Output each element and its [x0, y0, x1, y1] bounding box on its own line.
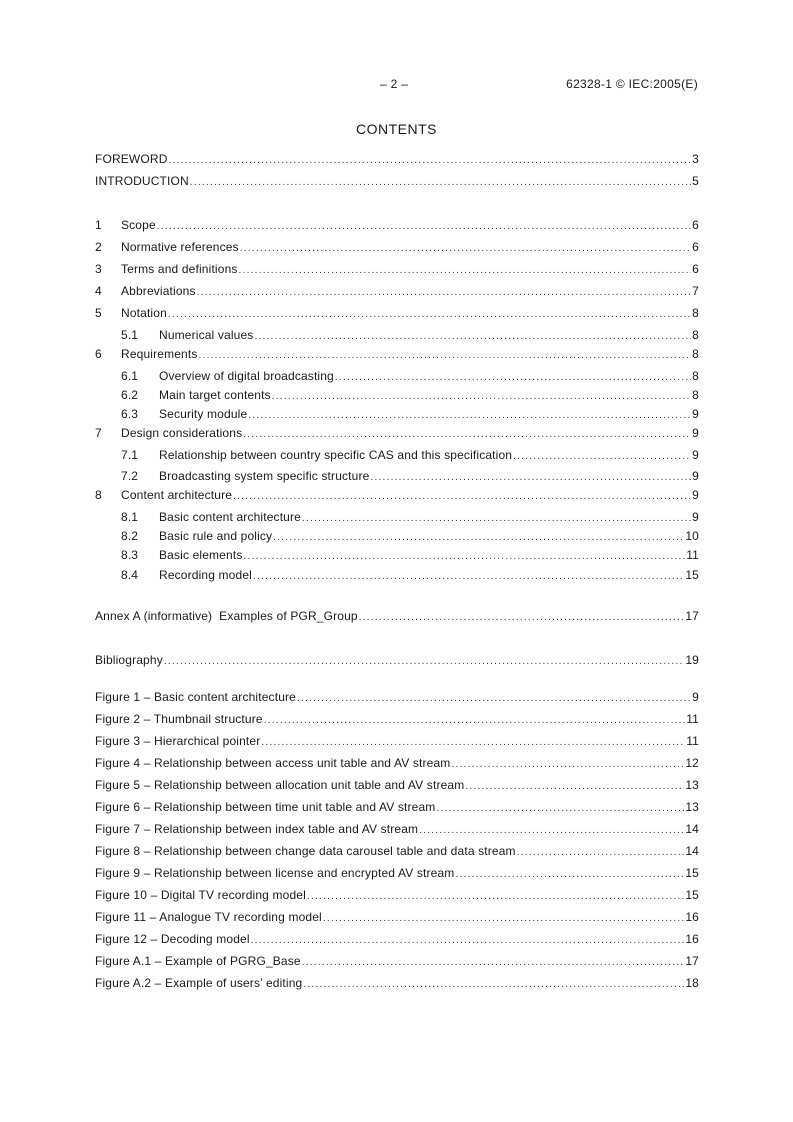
dot-leader	[251, 933, 685, 949]
toc-entry-number: 5	[95, 306, 102, 320]
toc-entry-label: Figure 11 – Analogue TV recording model	[95, 910, 322, 924]
toc-entry-page: 9	[692, 488, 699, 502]
toc-entry-page: 15	[685, 866, 699, 880]
toc-entry-clause[interactable]	[95, 346, 699, 362]
toc-entry-number: 5.1	[121, 328, 139, 342]
toc-entry-page: 15	[685, 888, 699, 902]
toc-entry-clause[interactable]	[95, 283, 699, 299]
dot-leader	[197, 285, 692, 301]
dot-leader	[264, 713, 686, 729]
toc-entry-subclause[interactable]	[95, 447, 699, 463]
page-title: CONTENTS	[356, 121, 437, 137]
toc-entry-figure[interactable]	[95, 975, 699, 991]
dot-leader	[297, 691, 691, 707]
dot-leader	[239, 263, 692, 279]
toc-entry-page: 8	[692, 369, 699, 383]
toc-entry-label: Abbreviations	[121, 284, 196, 298]
toc-entry-label: Numerical values	[159, 328, 254, 342]
toc-entry-page: 11	[686, 734, 699, 748]
toc-entry-page: 3	[692, 152, 699, 166]
dot-leader	[323, 911, 684, 927]
toc-entry-page: 8	[692, 347, 699, 361]
toc-entry-label: Overview of digital broadcasting	[159, 369, 334, 383]
toc-entry-label: Figure 12 – Decoding model	[95, 932, 250, 946]
toc-entry-label: Figure 3 – Hierarchical pointer	[95, 734, 261, 748]
dot-leader	[359, 610, 685, 626]
toc-entry-number: 2	[95, 240, 102, 254]
toc-entry-number: 8	[95, 488, 102, 502]
dot-leader	[303, 977, 684, 993]
toc-entry-page: 14	[685, 822, 699, 836]
toc-entry-page: 10	[685, 529, 699, 543]
toc-entry-figure[interactable]	[95, 799, 699, 815]
toc-entry-label: Figure 10 – Digital TV recording model	[95, 888, 306, 902]
dot-leader	[451, 757, 684, 773]
toc-entry-annex[interactable]	[95, 608, 699, 624]
header-document-id: 62328-1 © IEC:2005(E)	[566, 77, 698, 91]
toc-entry-label: Content architecture	[121, 488, 233, 502]
toc-entry-figure[interactable]	[95, 689, 699, 705]
toc-entry-figure[interactable]	[95, 821, 699, 837]
toc-entry-number: 3	[95, 262, 102, 276]
toc-entry-label: Bibliography	[95, 653, 163, 667]
toc-entry-number: 7.2	[121, 469, 139, 483]
toc-entry-page: 16	[685, 932, 699, 946]
toc-entry-page: 14	[685, 844, 699, 858]
toc-entry-label: Basic elements	[159, 548, 243, 562]
toc-entry-page: 9	[692, 469, 699, 483]
toc-entry-label: Terms and definitions	[121, 262, 238, 276]
toc-entry-figure[interactable]	[95, 755, 699, 771]
toc-entry-page: 8	[692, 388, 699, 402]
toc-entry-label: Requirements	[121, 347, 198, 361]
toc-entry-figure[interactable]	[95, 777, 699, 793]
toc-entry-number: 8.1	[121, 510, 139, 524]
dot-leader	[243, 549, 685, 565]
toc-entry-number: 4	[95, 284, 102, 298]
dot-leader	[302, 955, 685, 971]
toc-entry-figure[interactable]	[95, 909, 699, 925]
toc-entry-page: 19	[685, 653, 699, 667]
toc-entry-figure[interactable]	[95, 887, 699, 903]
toc-entry-label: Security module	[159, 407, 248, 421]
toc-entry-subclause[interactable]	[95, 547, 699, 563]
toc-entry-label: Scope	[121, 218, 156, 232]
dot-leader	[513, 449, 691, 465]
toc-entry-page: 9	[692, 690, 699, 704]
toc-entry-label: INTRODUCTION	[95, 174, 189, 188]
toc-entry-page: 11	[686, 712, 699, 726]
toc-entry-figure[interactable]	[95, 711, 699, 727]
toc-entry-page: 15	[685, 568, 699, 582]
toc-entry-page: 8	[692, 328, 699, 342]
toc-entry-page: 13	[685, 778, 699, 792]
toc-entry-number: 8.4	[121, 568, 139, 582]
toc-entry-subclause[interactable]	[95, 567, 699, 583]
dot-leader	[248, 408, 691, 424]
toc-entry-label: Basic rule and policy	[159, 529, 273, 543]
dot-leader	[240, 241, 691, 257]
dot-leader	[199, 348, 692, 364]
toc-entry-subclause[interactable]	[95, 368, 699, 384]
toc-entry-label: Normative references	[121, 240, 239, 254]
toc-entry-subclause[interactable]	[95, 387, 699, 403]
toc-entry-page: 6	[692, 240, 699, 254]
dot-leader	[168, 307, 691, 323]
toc-entry-label: Figure A.2 – Example of users’ editing	[95, 976, 303, 990]
toc-entry-page: 9	[692, 448, 699, 462]
toc-entry-clause[interactable]	[95, 487, 699, 503]
toc-entry-page: 6	[692, 262, 699, 276]
dot-leader	[243, 427, 691, 443]
toc-entry-foreword[interactable]	[95, 151, 699, 167]
toc-entry-bibliography[interactable]	[95, 652, 699, 668]
toc-entry-label: Figure 5 – Relationship between allocation unit table and AV stream	[95, 778, 465, 792]
toc-entry-introduction[interactable]	[95, 173, 699, 189]
toc-entry-page: 13	[685, 800, 699, 814]
toc-entry-page: 7	[692, 284, 699, 298]
header-page-number: – 2 –	[380, 77, 409, 91]
toc-entry-label: Broadcasting system specific structure	[159, 469, 370, 483]
dot-leader	[157, 219, 691, 235]
toc-entry-label: Figure 1 – Basic content architecture	[95, 690, 296, 704]
toc-entry-subclause[interactable]	[95, 406, 699, 422]
toc-entry-page: 12	[685, 756, 699, 770]
toc-entry-label: Figure 7 – Relationship between index table and AV stream	[95, 822, 419, 836]
toc-entry-page: 18	[685, 976, 699, 990]
toc-entry-clause[interactable]	[95, 425, 699, 441]
toc-entry-label: Figure 4 – Relationship between access unit table and AV stream	[95, 756, 451, 770]
toc-entry-page: 5	[692, 174, 699, 188]
toc-entry-label: Figure 2 – Thumbnail structure	[95, 712, 263, 726]
toc-entry-number: 6	[95, 347, 102, 361]
toc-entry-label: Recording model	[159, 568, 252, 582]
toc-entry-clause[interactable]	[95, 305, 699, 321]
toc-entry-figure[interactable]	[95, 953, 699, 969]
toc-entry-label: Notation	[121, 306, 167, 320]
toc-entry-subclause[interactable]	[95, 327, 699, 343]
dot-leader	[436, 801, 684, 817]
toc-entry-label: FOREWORD	[95, 152, 168, 166]
toc-entry-page: 6	[692, 218, 699, 232]
toc-entry-page: 9	[692, 407, 699, 421]
toc-entry-number: 8.2	[121, 529, 139, 543]
toc-entry-clause[interactable]	[95, 239, 699, 255]
toc-entry-figure[interactable]	[95, 733, 699, 749]
toc-entry-subclause[interactable]	[95, 509, 699, 525]
dot-leader	[302, 511, 691, 527]
toc-entry-subclause[interactable]	[95, 528, 699, 544]
toc-entry-clause[interactable]	[95, 261, 699, 277]
toc-entry-label: Relationship between country specific CAS and this specification	[159, 448, 513, 462]
dot-leader	[370, 470, 691, 486]
dot-leader	[253, 569, 684, 585]
dot-leader	[233, 489, 691, 505]
toc-entry-number: 7.1	[121, 448, 139, 462]
dot-leader	[272, 389, 691, 405]
dot-leader	[517, 845, 685, 861]
toc-entry-figure[interactable]	[95, 931, 699, 947]
toc-entry-subclause[interactable]	[95, 468, 699, 484]
toc-entry-number: 6.3	[121, 407, 139, 421]
toc-entry-clause[interactable]	[95, 217, 699, 233]
toc-entry-page: 9	[692, 510, 699, 524]
toc-entry-label: Figure 9 – Relationship between license and encrypted AV stream	[95, 866, 455, 880]
toc-entry-figure[interactable]	[95, 865, 699, 881]
toc-entry-number: 7	[95, 426, 102, 440]
toc-entry-page: 11	[686, 548, 699, 562]
toc-entry-page: 17	[685, 609, 699, 623]
toc-entry-label: Basic content architecture	[159, 510, 301, 524]
dot-leader	[164, 654, 685, 670]
dot-leader	[273, 530, 684, 546]
dot-leader	[169, 153, 692, 169]
dot-leader	[419, 823, 684, 839]
toc-entry-label: Figure A.1 – Example of PGRG_Base	[95, 954, 301, 968]
dot-leader	[455, 867, 684, 883]
toc-entry-number: 8.3	[121, 548, 139, 562]
toc-entry-page: 9	[692, 426, 699, 440]
toc-entry-page: 16	[685, 910, 699, 924]
toc-entry-figure[interactable]	[95, 843, 699, 859]
dot-leader	[190, 175, 691, 191]
dot-leader	[465, 779, 684, 795]
toc-entry-number: 6.2	[121, 388, 139, 402]
dot-leader	[307, 889, 684, 905]
toc-entry-page: 8	[692, 306, 699, 320]
toc-entry-page: 17	[685, 954, 699, 968]
toc-entry-label: Figure 8 – Relationship between change data carousel table and data stream	[95, 844, 516, 858]
dot-leader	[335, 370, 691, 386]
dot-leader	[254, 329, 691, 345]
toc-entry-number: 1	[95, 218, 102, 232]
toc-entry-number: 6.1	[121, 369, 139, 383]
toc-entry-label: Figure 6 – Relationship between time unit table and AV stream	[95, 800, 436, 814]
toc-entry-label: Design considerations	[121, 426, 243, 440]
toc-entry-label: Main target contents	[159, 388, 271, 402]
dot-leader	[261, 735, 685, 751]
toc-entry-label: Annex A (informative) Examples of PGR_Group	[95, 609, 358, 623]
